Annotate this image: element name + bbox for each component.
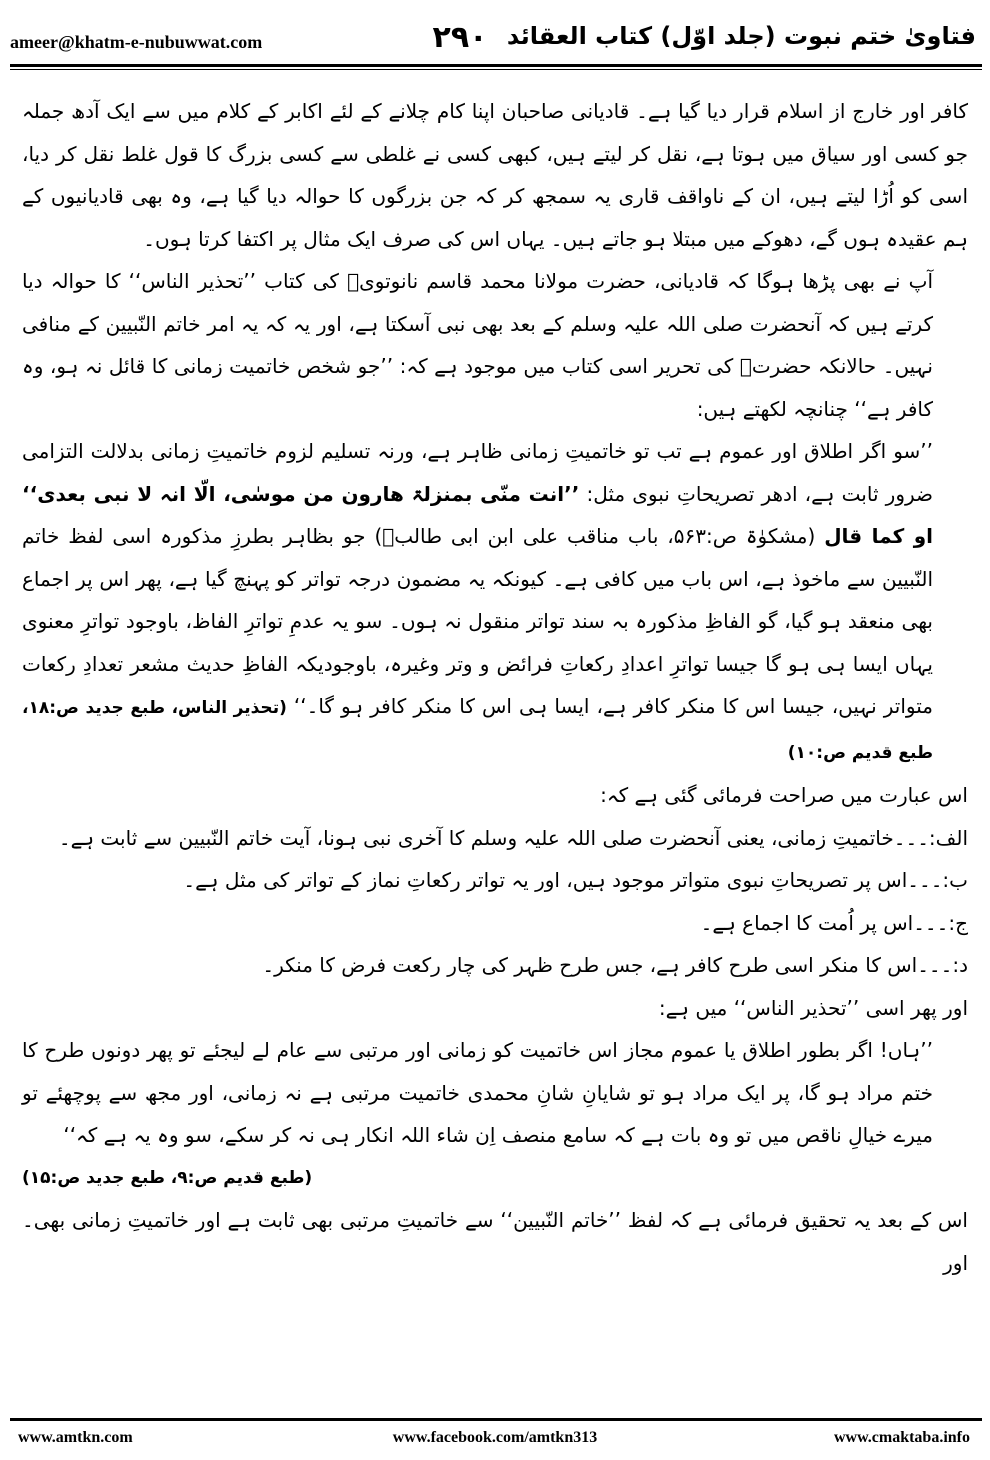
list-item-daal: د:۔۔۔اس کا منکر اسی طرح کافر ہے، جس طرح ظہر کی چار رکعت فرض کا منکر۔ xyxy=(262,953,968,977)
paragraph-1: کافر اور خارج از اسلام قرار دیا گیا ہے۔ قادیانی صاحبان اپنا کام چلانے کے لئے اکابر کے کلام میں سے ایک آدھ جملہ جو کسی اور سیاق میں ہوتا ہے، نقل کر لیتے ہیں، کبھی کسی نے غلطی سے کسی بزرگ کا قول غلط نقل کر دیا، اسی کو اُڑا لیتے ہیں، ان کے ناواقف قاری یہ سمجھ کر کہ جن بزرگوں کا حوالہ دیا گیا ہے، وہ بھی قادیانیوں کے ہم عقیدہ ہوں گے، دھوکے میں مبتلا ہو جاتے ہیں۔ یہاں اس کی صرف ایک مثال پر اکتفا کرتا ہوں۔ xyxy=(22,99,968,251)
footer-divider xyxy=(10,1418,982,1421)
header-divider xyxy=(10,64,982,67)
footer-link-facebook[interactable]: www.facebook.com/amtkn313 xyxy=(392,1429,598,1446)
page-body xyxy=(22,90,968,1420)
paragraph-4: اور پھر اسی ’’تحذیر الناس‘‘ میں ہے: xyxy=(658,995,968,1020)
header-email: ameer@khatm-e-nubuwwat.com xyxy=(10,32,263,52)
quotation-1-part-2: (مشکوٰۃ ص:۵۶۳، باب مناقب علی ابن ابی طالبؓ) جو بظاہر بطرزِ مذکورہ اسی لفظ خاتم النّبیین سے ماخوذ ہے، اس باب میں کافی ہے۔ کیونکہ یہ مضمون درجہ تواتر کو پہنچ گیا ہے، پھر اس پر اجماع بھی منعقد ہو گیا، گو الفاظِ مذکورہ بہ سند تواتر منقول نہ ہوں۔ سو یہ عدمِ تواترِ الفاظ، باوجود تواترِ معنوی یہاں ایسا ہی ہو گا جیسا تواترِ اعدادِ رکعاتِ فرائض و وتر وغیرہ، باوجودیکہ الفاظِ حدیث مشعر تعدادِ رکعات متواتر نہیں، جیسا اس کا منکر کافر ہے، ایسا ہی اس کا منکر کافر ہو گا۔‘‘ xyxy=(22,524,934,718)
quotation-1-part-1: ’’سو اگر اطلاق اور عموم ہے تب تو خاتمیتِ زمانی ظاہر ہے، ورنہ تسلیم لزوم خاتمیتِ زمانی بدلالت التزامی ضرور ثابت ہے، ادھر تصریحاتِ نبوی مثل: xyxy=(22,439,933,506)
quotation-2: ’’ہاں! اگر بطور اطلاق یا عموم مجاز اس خاتمیت کو زمانی اور مرتبی سے عام لے لیجئے تو پھر دونوں طرح کا ختم مراد ہو گا، پر ایک مراد ہو تو شایانِ شانِ محمدی خاتمیت مرتبی ہے نہ زمانی، اور مجھ سے پوچھئے تو میرے خیالِ ناقص میں تو وہ بات ہے کہ سامع منصف اِن شاء اللہ انکار ہی نہ کر سکے، سو وہ یہ ہے کہ‘‘ xyxy=(22,1038,933,1147)
footer-link-amtkn[interactable]: www.amtkn.com xyxy=(18,1429,133,1446)
paragraph-3: اس عبارت میں صراحت فرمائی گئی ہے کہ: xyxy=(600,783,968,807)
citation-1: (تحذیر الناس، طبع جدید ص:۱۸، طبع قدیم ص:۱۰) xyxy=(22,698,933,763)
footer-link-cmaktaba[interactable]: www.cmaktaba.info xyxy=(833,1429,970,1446)
book-title: فتاویٰ ختم نبوت (جلد اوّل) کتاب العقائد xyxy=(506,22,976,50)
page-footer xyxy=(0,1425,990,1460)
paragraph-2: آپ نے بھی پڑھا ہوگا کہ قادیانی، حضرت مولانا محمد قاسم نانوتویؒ کی کتاب ’’تحذیر الناس‘‘ کا حوالہ دیا کرتے ہیں کہ آنحضرت صلی اللہ علیہ وسلم کے بعد بھی نبی آسکتا ہے، اور یہ کہ یہ امر خاتم النّبیین کے منافی نہیں۔ حالانکہ حضرتؒ کی تحریر اسی کتاب میں موجود ہے کہ: ’’جو شخص خاتمیت زمانی کا قائل نہ ہو، وہ کافر ہے‘‘ چنانچہ لکھتے ہیں: xyxy=(22,269,933,421)
list-item-jeem: ج:۔۔۔اس پر اُمت کا اجماع ہے۔ xyxy=(700,910,968,935)
page-header xyxy=(0,0,990,68)
list-item-alif: الف:۔۔۔خاتمیتِ زمانی، یعنی آنحضرت صلی اللہ علیہ وسلم کا آخری نبی ہونا، آیت خاتم النّبیین سے ثابت ہے۔ xyxy=(58,825,968,850)
hadith-text: ’’انت منّی بمنزلۃ ھارون من موسٰی، الّا انہ لا نبی بعدی‘‘ او کما قال xyxy=(22,481,933,548)
list-item-be: ب:۔۔۔اس پر تصریحاتِ نبوی متواتر موجود ہیں، اور یہ تواتر رکعاتِ نماز کے تواتر کی مثل ہے۔ xyxy=(183,868,968,892)
paragraph-5: اس کے بعد یہ تحقیق فرمائی ہے کہ لفظ ’’خاتم النّبیین‘‘ سے خاتمیتِ مرتبی بھی ثابت ہے اور خاتمیتِ زمانی بھی۔ اور xyxy=(22,1208,968,1275)
citation-2: (طبع قدیم ص:۹، طبع جدید ص:۱۵) xyxy=(22,1167,313,1188)
page-number: ۲۹۰ xyxy=(432,20,488,55)
quotation-1 xyxy=(22,430,968,774)
header-divider-thin xyxy=(10,69,982,70)
